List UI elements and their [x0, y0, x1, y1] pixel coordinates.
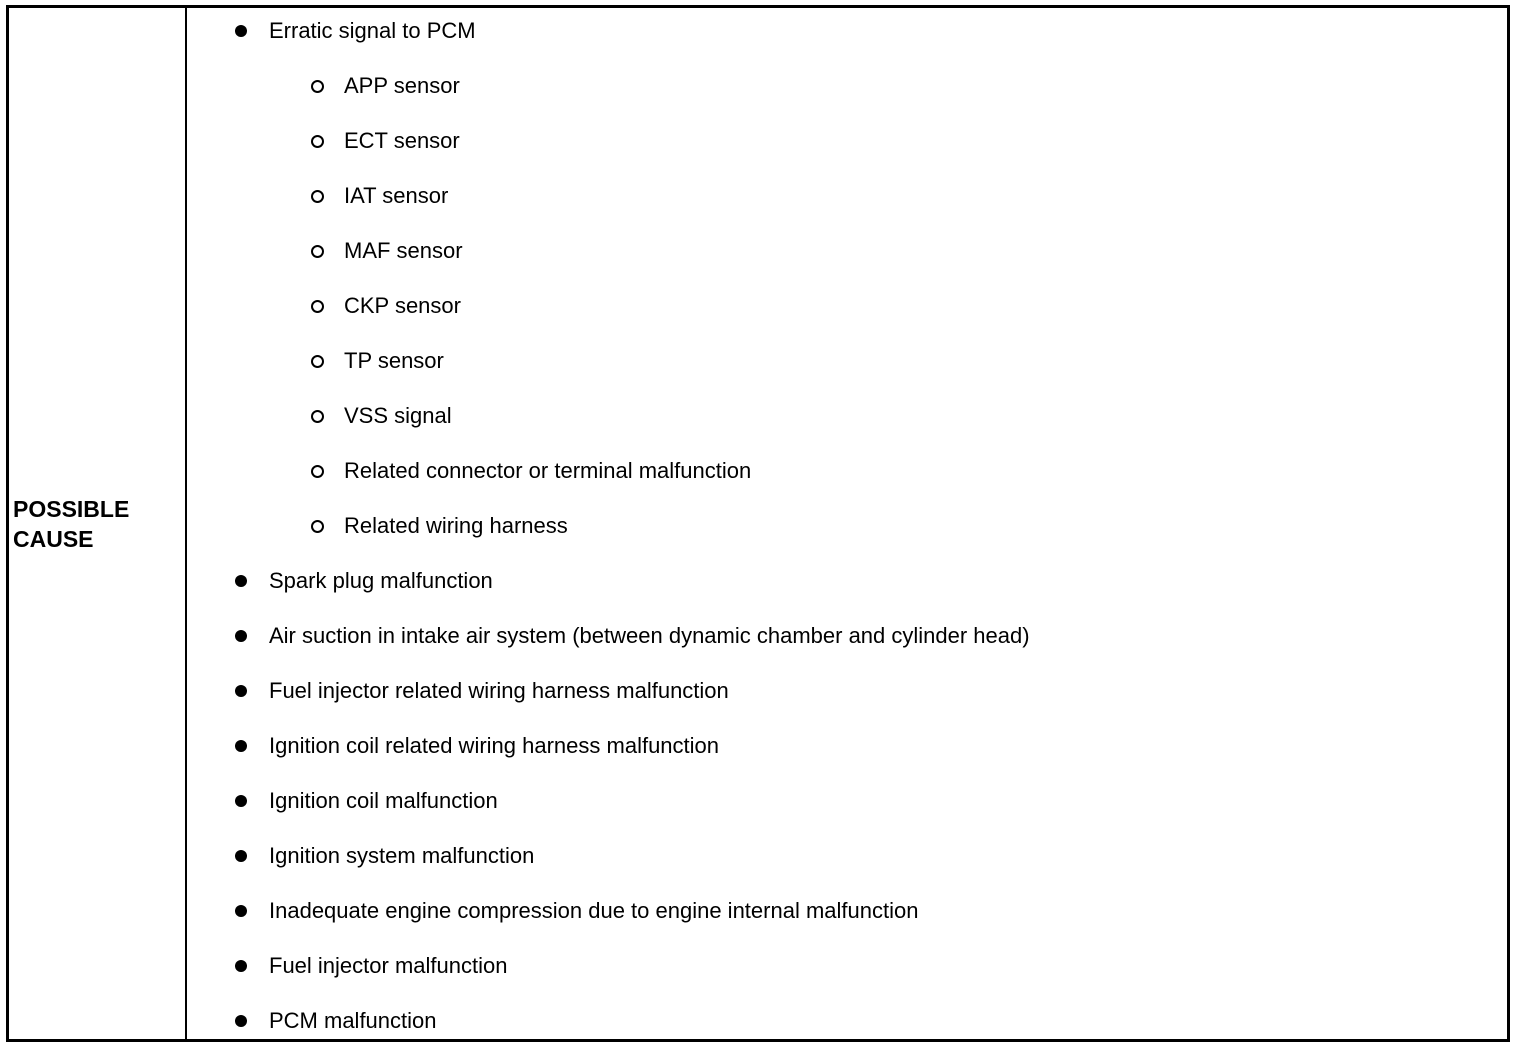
filled-bullet-icon	[235, 1015, 247, 1027]
sub-list-item: VSS signal	[311, 401, 452, 431]
hollow-bullet-icon	[311, 135, 324, 148]
hollow-bullet-icon	[311, 80, 324, 93]
filled-bullet-icon	[235, 850, 247, 862]
hollow-bullet-icon	[311, 300, 324, 313]
list-item: Air suction in intake air system (between dynamic chamber and cylinder head)	[235, 621, 1030, 651]
sub-list-item: IAT sensor	[311, 181, 448, 211]
possible-cause-label: POSSIBLE CAUSE	[13, 495, 130, 552]
list-item: Ignition coil related wiring harness malfunction	[235, 731, 719, 761]
filled-bullet-icon	[235, 960, 247, 972]
hollow-bullet-icon	[311, 520, 324, 533]
sub-list-item: CKP sensor	[311, 291, 461, 321]
hollow-bullet-icon	[311, 410, 324, 423]
label-cell	[9, 8, 185, 1039]
sub-list-item: Related wiring harness	[311, 511, 568, 541]
list-item: PCM malfunction	[235, 1006, 437, 1036]
sub-list-item: APP sensor	[311, 71, 460, 101]
sub-list-item: Related connector or terminal malfunction	[311, 456, 751, 486]
list-item: Erratic signal to PCM	[235, 16, 476, 46]
hollow-bullet-icon	[311, 355, 324, 368]
filled-bullet-icon	[235, 795, 247, 807]
list-item: Ignition coil malfunction	[235, 786, 498, 816]
list-item: Fuel injector malfunction	[235, 951, 507, 981]
filled-bullet-icon	[235, 630, 247, 642]
sub-list-item: MAF sensor	[311, 236, 463, 266]
filled-bullet-icon	[235, 25, 247, 37]
sub-list-item: TP sensor	[311, 346, 444, 376]
hollow-bullet-icon	[311, 245, 324, 258]
sub-list-item: ECT sensor	[311, 126, 460, 156]
hollow-bullet-icon	[311, 465, 324, 478]
filled-bullet-icon	[235, 685, 247, 697]
list-item: Fuel injector related wiring harness malfunction	[235, 676, 729, 706]
filled-bullet-icon	[235, 575, 247, 587]
filled-bullet-icon	[235, 740, 247, 752]
causes-cell	[187, 8, 1507, 1039]
list-item: Inadequate engine compression due to engine internal malfunction	[235, 896, 918, 926]
list-item: Ignition system malfunction	[235, 841, 534, 871]
hollow-bullet-icon	[311, 190, 324, 203]
filled-bullet-icon	[235, 905, 247, 917]
possible-cause-table	[6, 5, 1510, 1042]
list-item: Spark plug malfunction	[235, 566, 493, 596]
